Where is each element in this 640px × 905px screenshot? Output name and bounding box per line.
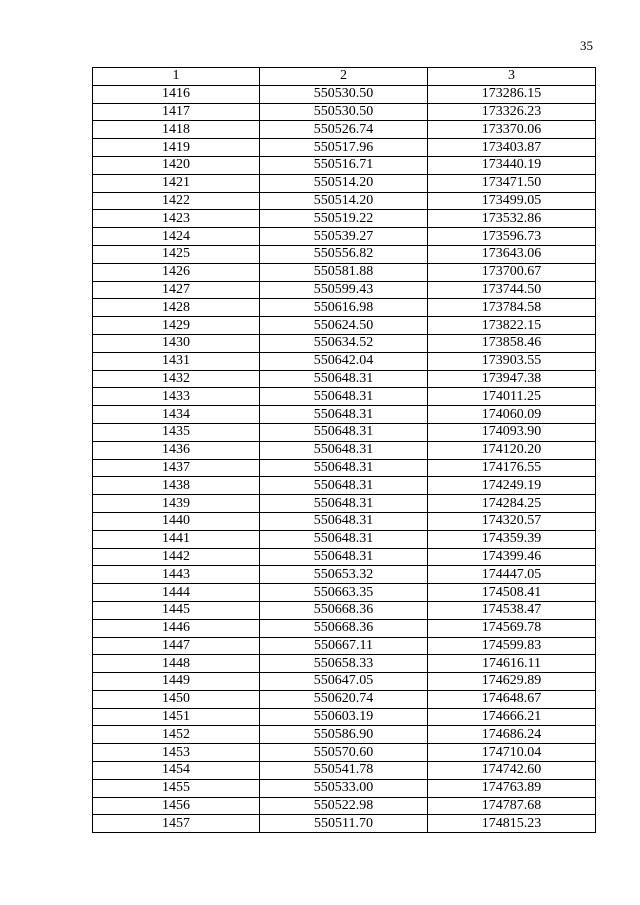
- table-body: [93, 85, 596, 832]
- table-cell-col-3: 174742.60: [428, 762, 596, 780]
- table-cell-col-2: 550648.31: [260, 459, 428, 477]
- table-cell-col-3: 173326.23: [428, 103, 596, 121]
- table-cell-col-1: 1445: [93, 601, 260, 619]
- table-row: [93, 388, 596, 406]
- table-cell-col-1: 1433: [93, 388, 260, 406]
- table-row: [93, 726, 596, 744]
- table-row: [93, 495, 596, 513]
- table-cell-col-1: 1427: [93, 281, 260, 299]
- table-row: [93, 423, 596, 441]
- table-row: [93, 370, 596, 388]
- table-cell-col-1: 1437: [93, 459, 260, 477]
- table-cell-col-1: 1435: [93, 423, 260, 441]
- table-cell-col-3: 174648.67: [428, 690, 596, 708]
- table-cell-col-2: 550667.11: [260, 637, 428, 655]
- table-header: [93, 68, 596, 86]
- table-cell-col-1: 1420: [93, 156, 260, 174]
- table-cell-col-2: 550603.19: [260, 708, 428, 726]
- table-cell-col-2: 550624.50: [260, 317, 428, 335]
- table-row: [93, 317, 596, 335]
- table-row: [93, 352, 596, 370]
- table-cell-col-1: 1428: [93, 299, 260, 317]
- table-row: [93, 584, 596, 602]
- table-cell-col-1: 1438: [93, 477, 260, 495]
- table-cell-col-2: 550586.90: [260, 726, 428, 744]
- table-cell-col-3: 173903.55: [428, 352, 596, 370]
- table-row: [93, 779, 596, 797]
- table-cell-col-2: 550648.31: [260, 495, 428, 513]
- table-cell-col-2: 550663.35: [260, 584, 428, 602]
- table-row: [93, 762, 596, 780]
- table-cell-col-3: 174320.57: [428, 512, 596, 530]
- table-row: [93, 548, 596, 566]
- table-cell-col-1: 1446: [93, 619, 260, 637]
- table-row: [93, 406, 596, 424]
- table-cell-col-1: 1447: [93, 637, 260, 655]
- table-cell-col-1: 1455: [93, 779, 260, 797]
- table-cell-col-2: 550539.27: [260, 228, 428, 246]
- table-cell-col-2: 550648.31: [260, 388, 428, 406]
- table-cell-col-1: 1416: [93, 85, 260, 103]
- table-row: [93, 655, 596, 673]
- table-cell-col-2: 550556.82: [260, 245, 428, 263]
- table-cell-col-2: 550634.52: [260, 334, 428, 352]
- table-cell-col-3: 174011.25: [428, 388, 596, 406]
- table-cell-col-2: 550648.31: [260, 512, 428, 530]
- table-cell-col-3: 173784.58: [428, 299, 596, 317]
- table-cell-col-1: 1442: [93, 548, 260, 566]
- table-cell-col-1: 1440: [93, 512, 260, 530]
- table-cell-col-3: 174569.78: [428, 619, 596, 637]
- table-row: [93, 815, 596, 833]
- table-cell-col-3: 173286.15: [428, 85, 596, 103]
- table-cell-col-2: 550648.31: [260, 530, 428, 548]
- table-cell-col-1: 1425: [93, 245, 260, 263]
- table-cell-col-2: 550658.33: [260, 655, 428, 673]
- table-cell-col-1: 1448: [93, 655, 260, 673]
- table-cell-col-3: 174710.04: [428, 744, 596, 762]
- table-cell-col-3: 173532.86: [428, 210, 596, 228]
- table-cell-col-3: 173822.15: [428, 317, 596, 335]
- table-row: [93, 210, 596, 228]
- table-cell-col-1: 1453: [93, 744, 260, 762]
- header-row: [93, 68, 596, 86]
- table-row: [93, 708, 596, 726]
- table-cell-col-2: 550526.74: [260, 121, 428, 139]
- table-cell-col-3: 173471.50: [428, 174, 596, 192]
- table-cell-col-3: 173947.38: [428, 370, 596, 388]
- table-cell-col-1: 1441: [93, 530, 260, 548]
- table-cell-col-3: 174666.21: [428, 708, 596, 726]
- table-cell-col-1: 1444: [93, 584, 260, 602]
- table-cell-col-1: 1451: [93, 708, 260, 726]
- table-row: [93, 637, 596, 655]
- table-cell-col-3: 174359.39: [428, 530, 596, 548]
- table-cell-col-3: 174815.23: [428, 815, 596, 833]
- table-cell-col-2: 550599.43: [260, 281, 428, 299]
- table-row: [93, 601, 596, 619]
- table-cell-col-3: 174787.68: [428, 797, 596, 815]
- table-cell-col-1: 1436: [93, 441, 260, 459]
- table-cell-col-3: 174284.25: [428, 495, 596, 513]
- table-row: [93, 103, 596, 121]
- table-cell-col-1: 1422: [93, 192, 260, 210]
- table-cell-col-2: 550642.04: [260, 352, 428, 370]
- table-cell-col-1: 1454: [93, 762, 260, 780]
- table-row: [93, 245, 596, 263]
- table-cell-col-1: 1439: [93, 495, 260, 513]
- table-cell-col-2: 550533.00: [260, 779, 428, 797]
- table-cell-col-3: 174093.90: [428, 423, 596, 441]
- table-cell-col-2: 550514.20: [260, 174, 428, 192]
- table-cell-col-1: 1430: [93, 334, 260, 352]
- table-row: [93, 673, 596, 691]
- table-cell-col-1: 1424: [93, 228, 260, 246]
- table-cell-col-2: 550616.98: [260, 299, 428, 317]
- table-cell-col-3: 174616.11: [428, 655, 596, 673]
- table-cell-col-3: 173499.05: [428, 192, 596, 210]
- table-cell-col-2: 550514.20: [260, 192, 428, 210]
- table-cell-col-2: 550668.36: [260, 619, 428, 637]
- table-row: [93, 85, 596, 103]
- table-row: [93, 156, 596, 174]
- table-cell-col-3: 174060.09: [428, 406, 596, 424]
- table-cell-col-3: 173643.06: [428, 245, 596, 263]
- table-cell-col-3: 173700.67: [428, 263, 596, 281]
- table-cell-col-1: 1419: [93, 139, 260, 157]
- table-cell-col-1: 1426: [93, 263, 260, 281]
- table-cell-col-2: 550581.88: [260, 263, 428, 281]
- table-cell-col-2: 550648.31: [260, 370, 428, 388]
- table-cell-col-2: 550517.96: [260, 139, 428, 157]
- table-row: [93, 121, 596, 139]
- table-cell-col-3: 174120.20: [428, 441, 596, 459]
- table-cell-col-1: 1434: [93, 406, 260, 424]
- table-cell-col-3: 173858.46: [428, 334, 596, 352]
- table-cell-col-2: 550620.74: [260, 690, 428, 708]
- table-cell-col-3: 174599.83: [428, 637, 596, 655]
- table-row: [93, 228, 596, 246]
- table-cell-col-2: 550648.31: [260, 548, 428, 566]
- table-cell-col-1: 1452: [93, 726, 260, 744]
- table-cell-col-1: 1417: [93, 103, 260, 121]
- column-header-3: 3: [428, 68, 596, 86]
- table-cell-col-2: 550647.05: [260, 673, 428, 691]
- table-row: [93, 281, 596, 299]
- table-cell-col-1: 1423: [93, 210, 260, 228]
- table-cell-col-3: 174763.89: [428, 779, 596, 797]
- table-cell-col-1: 1421: [93, 174, 260, 192]
- table-cell-col-1: 1450: [93, 690, 260, 708]
- table-row: [93, 477, 596, 495]
- table-cell-col-2: 550668.36: [260, 601, 428, 619]
- table-cell-col-1: 1449: [93, 673, 260, 691]
- table-cell-col-1: 1432: [93, 370, 260, 388]
- table-cell-col-3: 173744.50: [428, 281, 596, 299]
- table-cell-col-2: 550522.98: [260, 797, 428, 815]
- table-row: [93, 334, 596, 352]
- table-cell-col-2: 550648.31: [260, 406, 428, 424]
- page-number: 35: [580, 38, 593, 53]
- table-row: [93, 797, 596, 815]
- table-row: [93, 459, 596, 477]
- table-cell-col-2: 550648.31: [260, 423, 428, 441]
- table-cell-col-3: 174538.47: [428, 601, 596, 619]
- table-cell-col-3: 173440.19: [428, 156, 596, 174]
- table-row: [93, 690, 596, 708]
- table-cell-col-1: 1456: [93, 797, 260, 815]
- table-cell-col-3: 174399.46: [428, 548, 596, 566]
- table-cell-col-2: 550570.60: [260, 744, 428, 762]
- table-cell-col-2: 550541.78: [260, 762, 428, 780]
- column-header-2: 2: [260, 68, 428, 86]
- table-cell-col-3: 174176.55: [428, 459, 596, 477]
- table-cell-col-1: 1429: [93, 317, 260, 335]
- table-cell-col-1: 1457: [93, 815, 260, 833]
- column-header-1: 1: [93, 68, 260, 86]
- table-row: [93, 174, 596, 192]
- table-cell-col-3: 174629.89: [428, 673, 596, 691]
- table-row: [93, 263, 596, 281]
- table-row: [93, 441, 596, 459]
- table-cell-col-2: 550653.32: [260, 566, 428, 584]
- table-cell-col-3: 174686.24: [428, 726, 596, 744]
- table-cell-col-3: 173403.87: [428, 139, 596, 157]
- table-cell-col-3: 173596.73: [428, 228, 596, 246]
- coordinates-table: [92, 67, 596, 833]
- table-row: [93, 299, 596, 317]
- table-cell-col-3: 174447.05: [428, 566, 596, 584]
- table-row: [93, 192, 596, 210]
- table-cell-col-2: 550519.22: [260, 210, 428, 228]
- table-cell-col-2: 550648.31: [260, 441, 428, 459]
- table-cell-col-2: 550648.31: [260, 477, 428, 495]
- table-row: [93, 530, 596, 548]
- table-row: [93, 619, 596, 637]
- table-row: [93, 566, 596, 584]
- table-row: [93, 512, 596, 530]
- table-cell-col-1: 1418: [93, 121, 260, 139]
- table-cell-col-2: 550516.71: [260, 156, 428, 174]
- table-cell-col-3: 174508.41: [428, 584, 596, 602]
- table-cell-col-2: 550530.50: [260, 85, 428, 103]
- table-row: [93, 139, 596, 157]
- table-cell-col-1: 1443: [93, 566, 260, 584]
- table-cell-col-2: 550530.50: [260, 103, 428, 121]
- table-cell-col-1: 1431: [93, 352, 260, 370]
- table-cell-col-2: 550511.70: [260, 815, 428, 833]
- table-row: [93, 744, 596, 762]
- table-cell-col-3: 173370.06: [428, 121, 596, 139]
- table-cell-col-3: 174249.19: [428, 477, 596, 495]
